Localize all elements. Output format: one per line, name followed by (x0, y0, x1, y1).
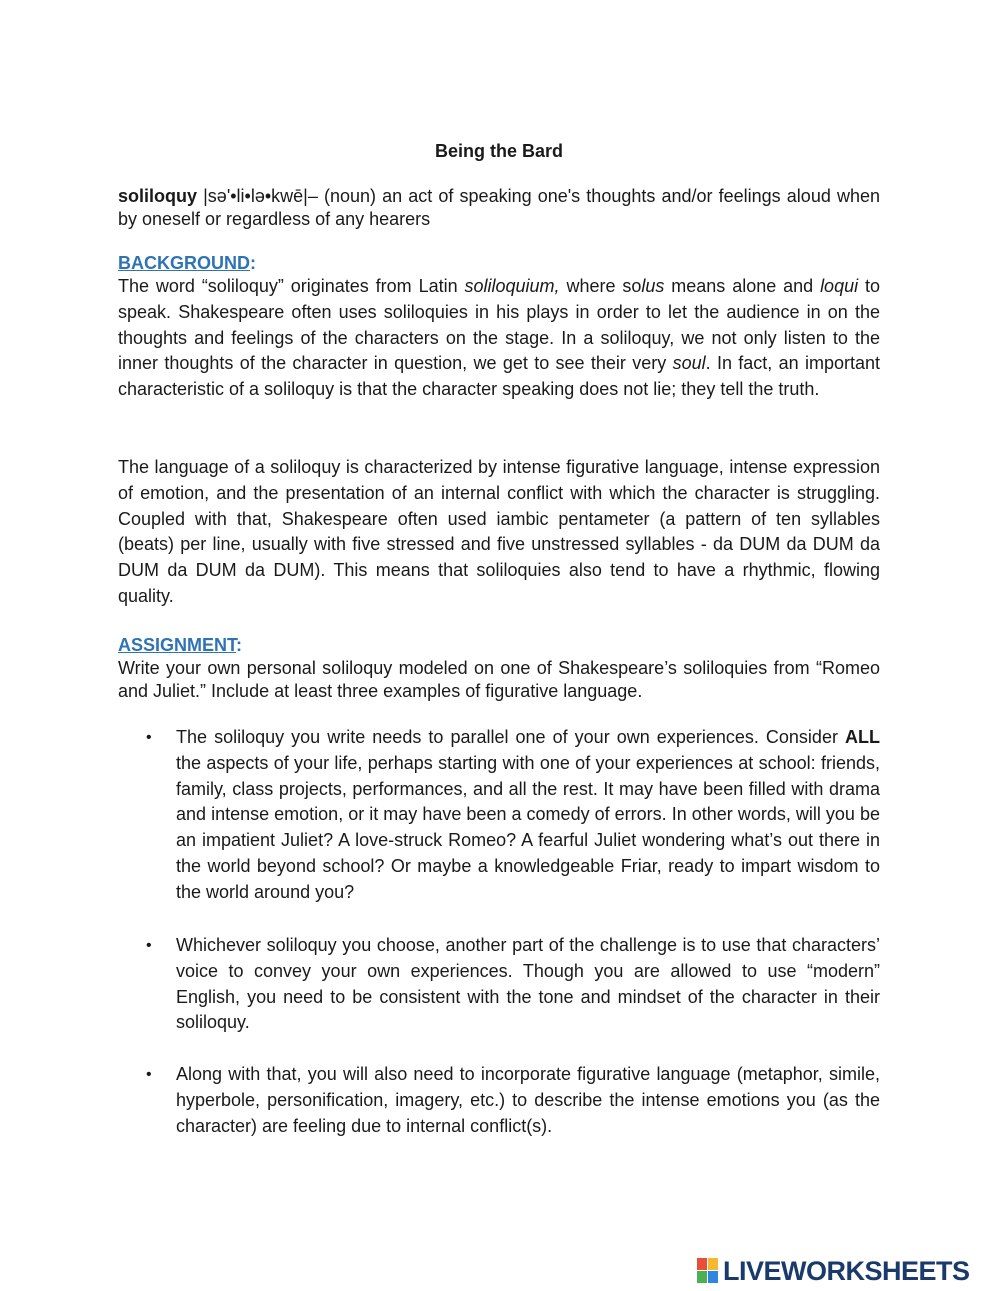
bullet-1-text-b: the aspects of your life, perhaps starting with one of your experiences at school: friends, family, class projects, performances, and all the rest. It may have been filled with drama and intense emotion, or it may have been a comedy of errors. In other words, will you be an impatient Juliet? A love-struck Romeo? A fearful Juliet wondering what’s out there in the world beyond school? Or maybe a knowledgeable Friar, ready to impart wisdom to the world around you? (176, 752, 880, 902)
bg-italic-soliloquium: soliloquium, (464, 276, 560, 296)
assignment-heading-colon: : (236, 635, 243, 655)
bg-text-4: to speak. Shakespeare often uses soliloquies in his plays in order to let the audience in on the thoughts and feelings of the characters on the stage. In a soliloquy, we not only listen to the inner thoughts of the character in question, we get to see their very (118, 276, 880, 374)
bullet-icon: • (146, 937, 152, 954)
assignment-heading-text: ASSIGNMENT (118, 635, 237, 655)
logo-block-4 (708, 1271, 718, 1283)
bg-italic-loqui: loqui (820, 276, 859, 296)
background-paragraph-1 (118, 274, 880, 403)
logo-block-2 (708, 1258, 718, 1270)
bg-text-2: where so (559, 276, 642, 296)
definition-pronunciation: |sə'•li•lə•kwē| (197, 186, 308, 206)
liveworksheets-logo-text: LIVEWORKSHEETS (723, 1255, 970, 1286)
liveworksheets-logo-icon (697, 1258, 719, 1284)
background-heading (118, 253, 256, 274)
definition-term: soliloquy (118, 186, 198, 206)
background-paragraph-2: The language of a soliloquy is characterized by intense figurative language, intense expression of emotion, and the presentation of an internal conflict with which the character is struggling. Coupled with that, Shakespeare often used iambic pentameter (a pattern of ten syllables (beats) per line, usually with five stressed and five unstressed syllables - da DUM da DUM da DUM da DUM da DUM). This means that soliloquies also tend to have a rhythmic, flowing quality. (118, 457, 880, 606)
list-item (146, 725, 880, 906)
bg-text-3: means alone and (664, 276, 821, 296)
assignment-heading (118, 635, 242, 656)
bullet-1-text-a: The soliloquy you write needs to parallel one of your own experiences. Consider (176, 727, 845, 747)
bullet-icon: • (146, 1066, 152, 1083)
logo-block-1 (697, 1258, 707, 1270)
page-title: Being the Bard (434, 141, 563, 161)
bg-text-1: The word “soliloquy” originates from Latin (118, 276, 465, 296)
background-heading-colon: : (250, 253, 256, 273)
bullet-3-text: Along with that, you will also need to incorporate figurative language (metaphor, simile, hyperbole, personification, imagery, etc.) to describe the intense emotions you (as the character) are feeling due to internal conflict(s). (176, 1064, 880, 1136)
assignment-intro: Write your own personal soliloquy modeled on one of Shakespeare’s soliloquies from “Romeo and Juliet.” Include at least three examples of figurative language. (118, 658, 880, 701)
background-heading-text: BACKGROUND (118, 253, 250, 273)
bg-italic-soul: soul (672, 353, 706, 374)
bullet-2-text: Whichever soliloquy you choose, another part of the challenge is to use that characters’ voice to convey your own experiences. Though you are allowed to use “modern” English, you need to be consistent with the tone and mindset of the character in their soliloquy. (176, 935, 880, 1033)
bullet-1-bold-all: ALL (845, 727, 880, 747)
list-item (146, 933, 880, 1036)
list-item (146, 1062, 880, 1139)
definition-text: – (noun) an act of speaking one's thoughts and/or feelings aloud when by oneself or regardless of any hearers (118, 186, 880, 229)
definition-paragraph (118, 185, 880, 230)
bullet-icon: • (146, 729, 152, 746)
logo-block-3 (697, 1271, 707, 1283)
bg-italic-lus: lus (641, 276, 665, 296)
bg-text-5: . In fact, an important characteristic of a soliloquy is that the character speaking does not lie; they tell the truth. (118, 353, 881, 400)
liveworksheets-logo (697, 1256, 970, 1286)
